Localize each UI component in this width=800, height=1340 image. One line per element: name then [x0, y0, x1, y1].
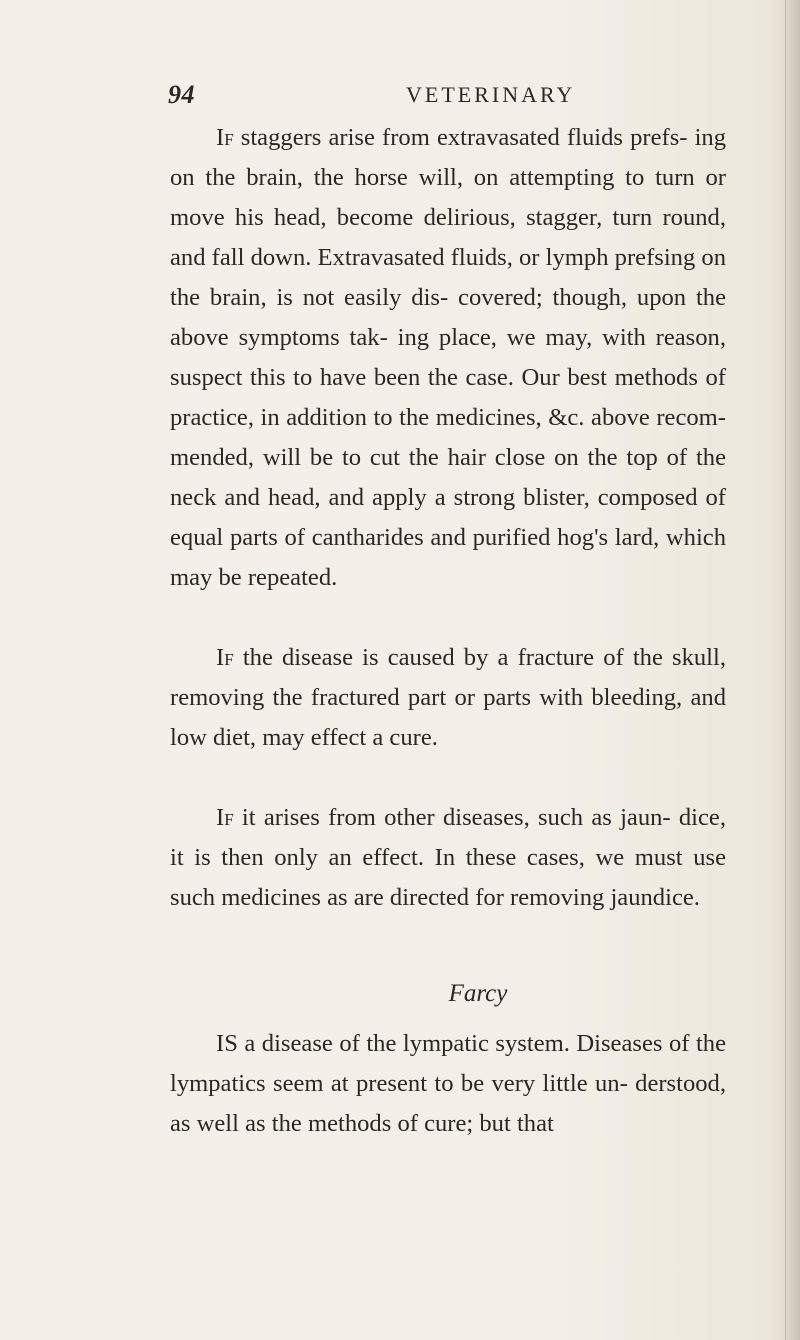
paragraph-text: staggers arise from extravasated fluids prefs- ing on the brain, the horse will, on attempting to turn or move his head, become delirious, stagger, turn round, and fall down. Extravasated fluids, or lymph prefsing on the brain, is not easily dis- covered; though, upon the above symptoms tak- ing place, we may, with reason, suspect this to have been the case. Our best methods of practice, in addition to the medicines, &c. above recom- mended, will be to cut the hair close on the top of the neck and head, and apply a strong blister, composed of equal parts of cantharides and purified hog's lard, which may be repeated. [170, 124, 726, 591]
page-number: 94 [168, 80, 195, 109]
paragraph-fracture [170, 638, 726, 758]
page-body [170, 118, 726, 1144]
page-header [0, 80, 800, 120]
page-edge [785, 0, 800, 1340]
paragraph-other-diseases [170, 798, 726, 918]
paragraph-text: it arises from other diseases, such as jaun- dice, it is then only an effect. In these cases, we must use such medicines as are directed for removing jaundice. [170, 804, 726, 911]
running-head: VETERINARY [406, 82, 576, 107]
section-title: Farcy [448, 980, 508, 1007]
paragraph-farcy: IS a disease of the lympatic system. Diseases of the lympatics seem at present to be very little un- derstood, as well as the methods of cure; but that [170, 1030, 726, 1137]
paragraph-staggers [170, 118, 726, 598]
paragraph-lead: If [216, 124, 234, 151]
paragraph-text: the disease is caused by a fracture of the skull, removing the fractured part or parts with bleeding, and low diet, may effect a cure. [170, 644, 726, 751]
paragraph-lead: If [216, 804, 234, 831]
paragraph-lead: If [216, 644, 234, 671]
